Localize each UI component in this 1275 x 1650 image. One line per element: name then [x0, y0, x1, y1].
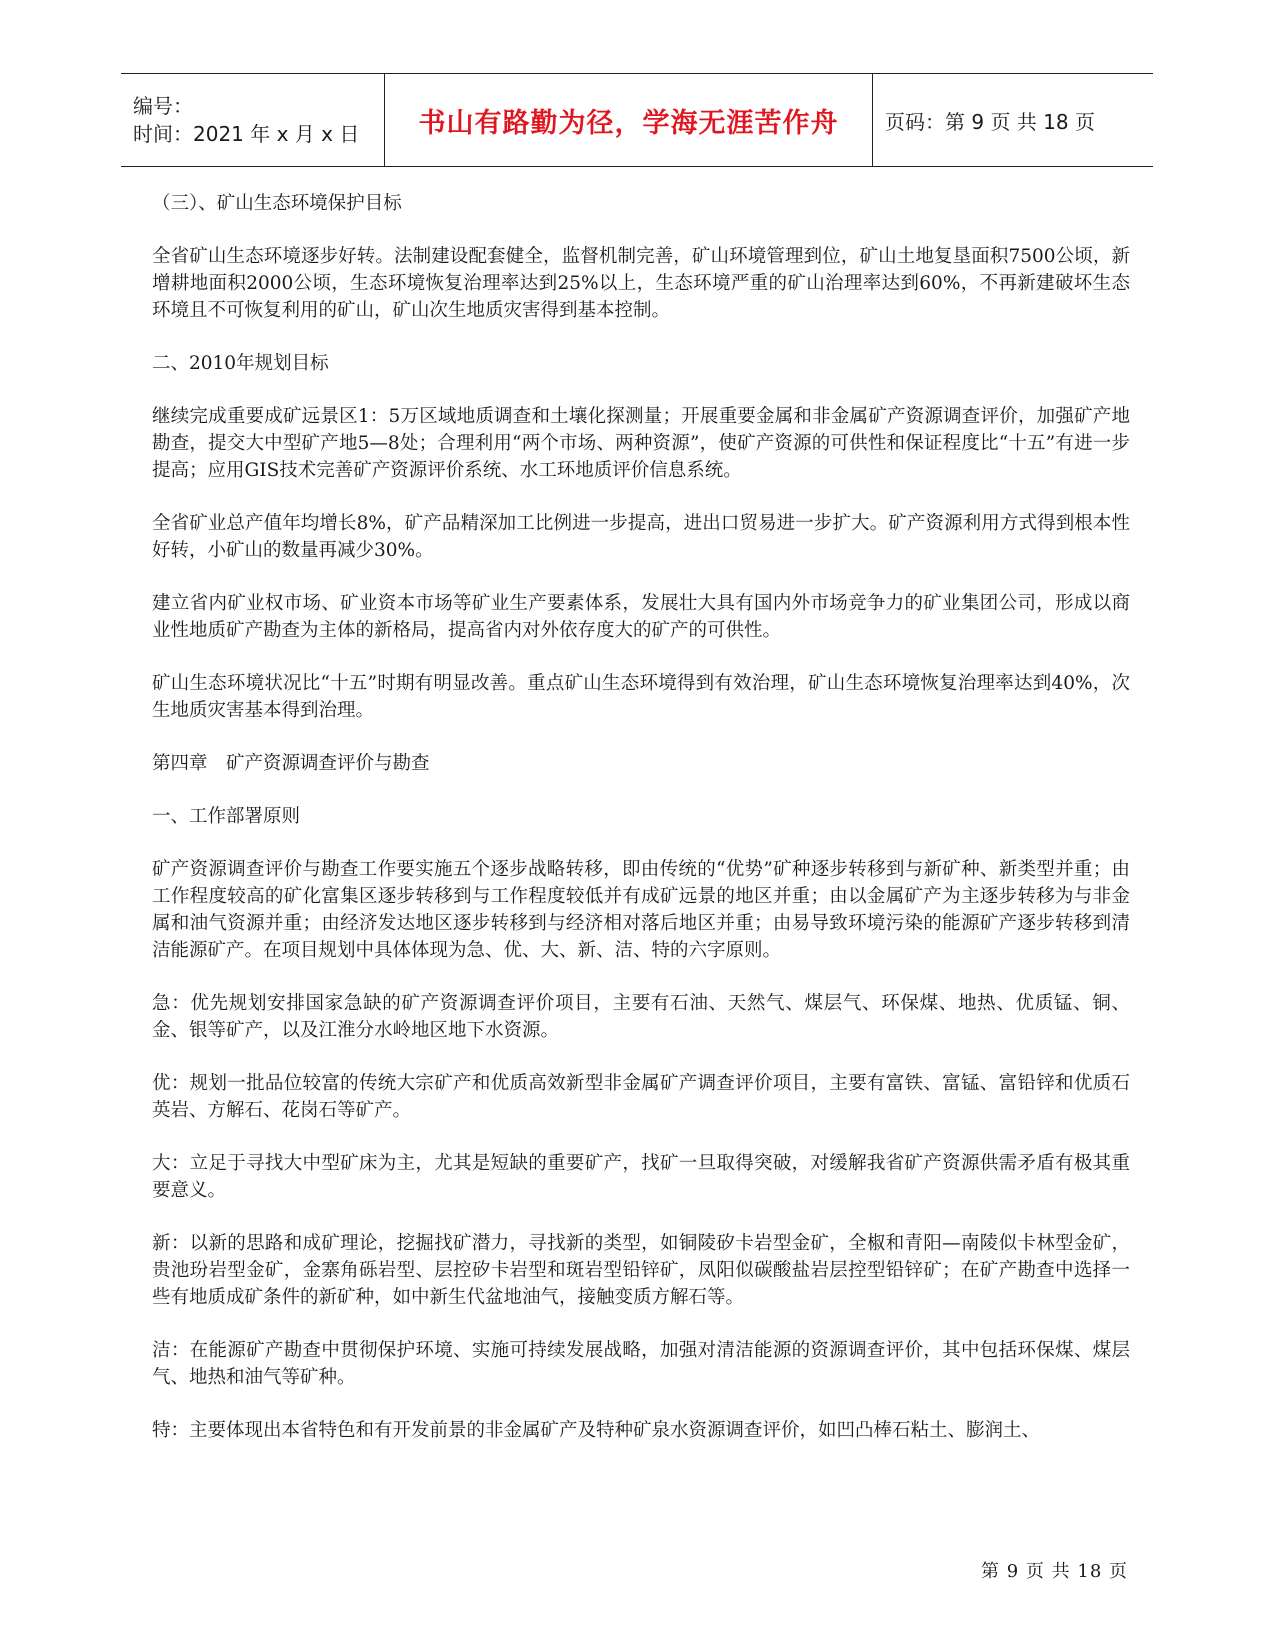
page-header	[121, 73, 1153, 167]
page-footer: 第 9 页 共 18 页	[981, 1561, 1128, 1582]
header-page-number: 页码：第 9 页 共 18 页	[885, 109, 1095, 134]
section-heading: （三）、矿山生态环境保护目标	[152, 193, 402, 214]
paragraph: 大：立足于寻找大中型矿床为主，尤其是短缺的重要矿产，找矿一旦取得突破，对缓解我省矿产资源供需矛盾有极其重要意义。	[152, 1153, 1130, 1201]
paragraph: 新：以新的思路和成矿理论，挖掘找矿潜力，寻找新的类型，如铜陵矽卡岩型金矿，全椒和青阳—南陵似卡林型金矿，贵池玢岩型金矿，金寨角砾岩型、层控矽卡岩型和斑岩型铅锌矿，凤阳似碳酸盐岩层控型铅锌矿；在矿产勘查中选择一些有地质成矿条件的新矿种，如中新生代盆地油气，接触变质方解石等。	[152, 1233, 1130, 1308]
header-page-cell	[873, 74, 1153, 166]
header-meta	[121, 74, 385, 166]
document-number-label: 编号：	[133, 94, 193, 118]
chapter-heading: 第四章 矿产资源调查评价与勘查	[152, 753, 430, 774]
paragraph: 急：优先规划安排国家急缺的矿产资源调查评价项目，主要有石油、天然气、煤层气、环保煤、地热、优质锰、铜、金、银等矿产，以及江淮分水岭地区地下水资源。	[152, 993, 1130, 1041]
document-body	[152, 190, 1130, 1470]
paragraph: 洁：在能源矿产勘查中贯彻保护环境、实施可持续发展战略，加强对清洁能源的资源调查评价，其中包括环保煤、煤层气、地热和油气等矿种。	[152, 1340, 1130, 1388]
header-motto-cell	[385, 74, 873, 166]
paragraph: 优：规划一批品位较富的传统大宗矿产和优质高效新型非金属矿产调查评价项目，主要有富铁、富锰、富铅锌和优质石英岩、方解石、花岗石等矿产。	[152, 1073, 1130, 1121]
section-heading: 一、工作部署原则	[152, 806, 301, 827]
paragraph: 全省矿山生态环境逐步好转。法制建设配套健全，监督机制完善，矿山环境管理到位，矿山土地复垦面积7500公顷，新增耕地面积2000公顷，生态环境恢复治理率达到25%以上，生态环境严重的矿山治理率达到60%，不再新建破坏生态环境且不可恢复利用的矿山，矿山次生地质灾害得到基本控制。	[152, 246, 1130, 321]
paragraph: 继续完成重要成矿远景区1：5万区域地质调查和土壤化探测量；开展重要金属和非金属矿产资源调查评价，加强矿产地勘查，提交大中型矿产地5—8处；合理利用“两个市场、两种资源”，使矿产资源的可供性和保证程度比“十五”有进一步提高；应用GIS技术完善矿产资源评价系统、水工环地质评价信息系统。	[152, 406, 1130, 481]
paragraph: 全省矿业总产值年均增长8%，矿产品精深加工比例进一步提高，进出口贸易进一步扩大。矿产资源利用方式得到根本性好转，小矿山的数量再减少30%。	[152, 513, 1130, 561]
section-heading: 二、2010年规划目标	[152, 353, 329, 374]
paragraph: 矿山生态环境状况比“十五”时期有明显改善。重点矿山生态环境得到有效治理，矿山生态环境恢复治理率达到40%，次生地质灾害基本得到治理。	[152, 673, 1130, 721]
paragraph: 建立省内矿业权市场、矿业资本市场等矿业生产要素体系，发展壮大具有国内外市场竞争力的矿业集团公司，形成以商业性地质矿产勘查为主体的新格局，提高省内对外依存度大的矿产的可供性。	[152, 593, 1130, 641]
header-motto: 书山有路勤为径，学海无涯苦作舟	[418, 107, 839, 139]
paragraph: 特：主要体现出本省特色和有开发前景的非金属矿产及特种矿泉水资源调查评价，如凹凸棒石粘土、膨润土、	[152, 1420, 1041, 1441]
document-time-label: 时间：2021 年 x 月 x 日	[133, 122, 360, 146]
paragraph: 矿产资源调查评价与勘查工作要实施五个逐步战略转移，即由传统的“优势”矿种逐步转移到与新矿种、新类型并重；由工作程度较高的矿化富集区逐步转移到与工作程度较低并有成矿远景的地区并重；由以金属矿产为主逐步转移为与非金属和油气资源并重；由经济发达地区逐步转移到与经济相对落后地区并重；由易导致环境污染的能源矿产逐步转移到清洁能源矿产。在项目规划中具体体现为急、优、大、新、洁、特的六字原则。	[152, 859, 1130, 961]
